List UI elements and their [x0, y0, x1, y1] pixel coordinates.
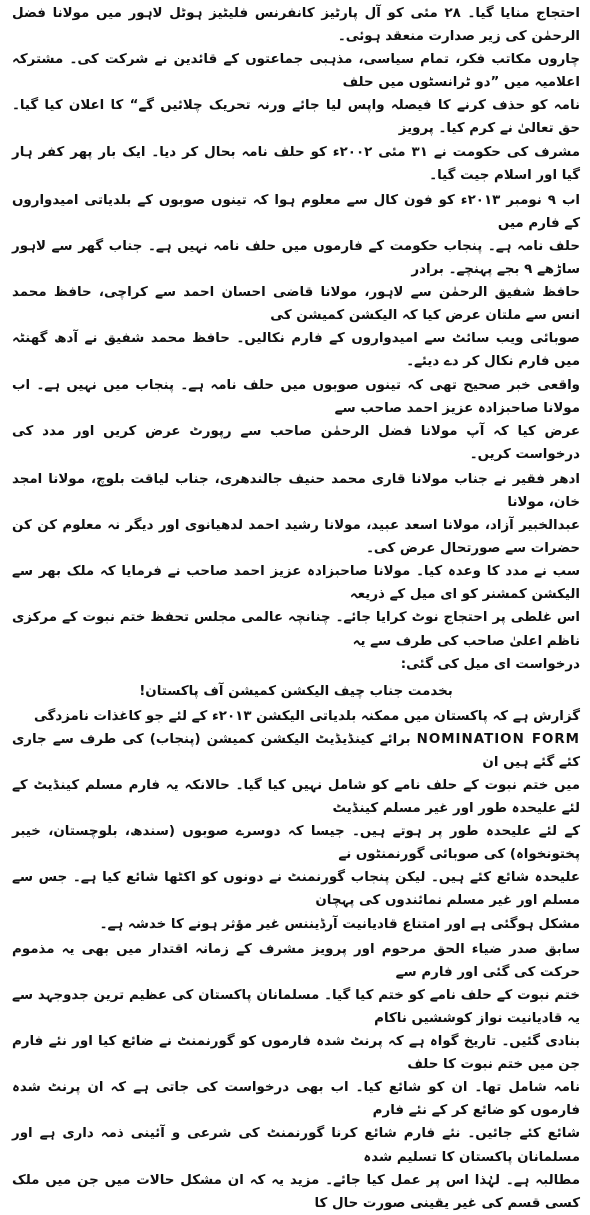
nomination-form-term: NOMINATION FORM	[416, 731, 581, 747]
paragraph-2	[12, 189, 580, 466]
text-line: سب نے مدد کا وعدہ کیا۔ مولانا صاحبزادہ عزیز احمد صاحب نے فرمایا کہ ملک بھر سے الیکشن کمشنر کو ای میل کے ذریعہ	[12, 564, 580, 603]
text-line: حلف نامہ ہے۔ پنجاب حکومت کے فارموں میں حلف نامہ نہیں ہے۔ جناب گھر سے لاہور ساڑھے ۹ بجے پہنچے۔ برادر	[12, 238, 580, 278]
text-line: میں ختم نبوت کے حلف نامے کو شامل نہیں کیا گیا۔ حالانکہ یہ فارم مسلم کینڈیٹ کے لئے علیحدہ طور اور غیر مسلم کینڈیٹ	[12, 778, 580, 817]
text-line: چاروں مکاتب فکر، تمام سیاسی، مذہبی جماعتوں کے قائدین نے شرکت کی۔ مشترکہ اعلامیہ میں ”دو ٹرانسٹوں میں حلف	[12, 52, 580, 91]
text-line: عرض کیا کہ آپ مولانا فضل الرحمٰن صاحب سے رپورٹ عرض کریں اور مدد کی درخواست کریں۔	[12, 423, 580, 462]
text-line: اب ۹ نومبر ۲۰۱۳ء کو فون کال سے معلوم ہوا کہ تینوں صوبوں کے بلدیاتی امیدواروں کے فارم میں	[12, 192, 580, 231]
text-line: ادھر فقیر نے جناب مولانا قاری محمد حنیف جالندھری، جناب لیاقت بلوچ، مولانا امجد خان، مولانا	[12, 471, 580, 510]
text-line: بنادی گئیں۔ تاریخ گواہ ہے کہ پرنٹ شدہ فارموں کو گورنمنٹ نے ضائع کیا اور نئے فارم جن میں ختم نبوت کا حلف	[12, 1034, 580, 1073]
letter-paragraph-1	[12, 705, 580, 936]
text-line: نامہ شامل تھا۔ ان کو شائع کیا۔ اب بھی درخواست کی جاتی ہے کہ ان پرنٹ شدہ فارموں کو ضائع کر کے نئے فارم	[12, 1080, 580, 1119]
text-line: واقعی خبر صحیح تھی کہ تینوں صوبوں میں حلف نامہ ہے۔ پنجاب میں نہیں ہے۔ اب مولانا صاحبزادہ عزیز احمد صاحب سے	[12, 377, 580, 416]
letter-paragraph-2	[12, 938, 580, 1215]
text-line: احتجاج منایا گیا۔ ۲۸ مئی کو آل پارٹیز کانفرنس فلیٹیز ہوٹل لاہور میں مولانا فضل الرحمٰن کی زیر صدارت منعقد ہوئی۔	[12, 6, 580, 45]
text-line: مشرف کی حکومت نے ۳۱ مئی ۲۰۰۲ء کو حلف نامہ بحال کر دیا۔ ایک بار پھر کفر ہار گیا اور اسلام جیت گیا۔	[12, 144, 580, 183]
paragraph-3	[12, 468, 580, 676]
text-line: اس غلطی پر احتجاج نوٹ کرایا جائے۔ چنانچہ عالمی مجلس تحفظ ختم نبوت کے مرکزی ناظم اعلیٰ صاحب کی طرف سے یہ	[12, 610, 580, 649]
text-fragment: برائے کینڈیڈیٹ الیکشن کمیشن (پنجاب) کی طرف سے جاری کئے گئے ہیں ان	[12, 731, 580, 770]
text-line: صوبائی ویب سائٹ سے امیدواروں کے فارم نکالیں۔ حافظ محمد شفیق نے آدھ گھنٹہ میں فارم نکال کر دے دیئے۔	[12, 331, 580, 370]
text-line: مطالبہ ہے۔ لہٰذا اس پر عمل کیا جائے۔ مزید یہ کہ ان مشکل حالات میں جن میں ملک کسی قسم کی غیر یقینی صورت حال کا	[12, 1172, 580, 1211]
paragraph-1	[12, 2, 580, 187]
text-line: ختم نبوت کے حلف نامے کو ختم کیا گیا۔ مسلمانان پاکستان کی عظیم ترین جدوجہد سے یہ قادیانیت نواز کوششیں ناکام	[12, 987, 580, 1026]
text-line: مشکل ہوگئی ہے اور امتناع قادیانیت آرڈیننس غیر مؤثر ہونے کا خدشہ ہے۔	[99, 916, 580, 932]
text-line	[12, 728, 580, 774]
text-line: عبدالخبیر آزاد، مولانا اسعد عبید، مولانا رشید احمد لدھیانوی اور دیگر نہ معلوم کن کن حضرات سے صورتحال عرض کی۔	[12, 518, 580, 557]
text-line: علیحدہ شائع کئے ہیں۔ لیکن پنجاب گورنمنٹ نے دونوں کو اکٹھا شائع کیا ہے۔ جس سے مسلم اور غیر مسلم نمائندوں کی پہچان	[12, 870, 580, 909]
text-line: کے لئے علیحدہ طور پر ہوتے ہیں۔ جیسا کہ دوسرے صوبوں (سندھ، بلوچستان، خیبر پختونخواہ) کی صوبائی گورنمنٹوں نے	[12, 824, 580, 863]
text-line: درخواست ای میل کی گئی:	[400, 656, 580, 672]
text-line: گزارش ہے کہ پاکستان میں ممکنہ بلدیاتی الیکشن ۲۰۱۳ء کے لئے جو کاغذات نامزدگی	[33, 708, 580, 724]
text-line: نامہ کو حذف کرنے کا فیصلہ واپس لیا جائے ورنہ تحریک چلائیں گے“ کا اعلان کیا گیا۔ حق تعالیٰ نے کرم کیا۔ پرویز	[12, 98, 580, 137]
text-line: حافظ شفیق الرحمٰن سے لاہور، مولانا قاضی احسان احمد سے کراچی، حافظ محمد انس سے ملتان عرض کیا کہ الیکشن کمیشن کی	[12, 285, 580, 324]
letter-heading: بخدمت جناب چیف الیکشن کمیشن آف پاکستان!	[139, 683, 453, 699]
text-line: سابق صدر ضیاء الحق مرحوم اور پرویز مشرف کے زمانہ اقتدار میں بھی یہ مذموم حرکت کی گئی اور فارم سے	[12, 941, 580, 980]
text-line: شائع کئے جائیں۔ نئے فارم شائع کرنا گورنمنٹ کی شرعی و آئینی ذمہ داری ہے اور مسلمانان پاکستان کا تسلیم شدہ	[12, 1126, 580, 1165]
